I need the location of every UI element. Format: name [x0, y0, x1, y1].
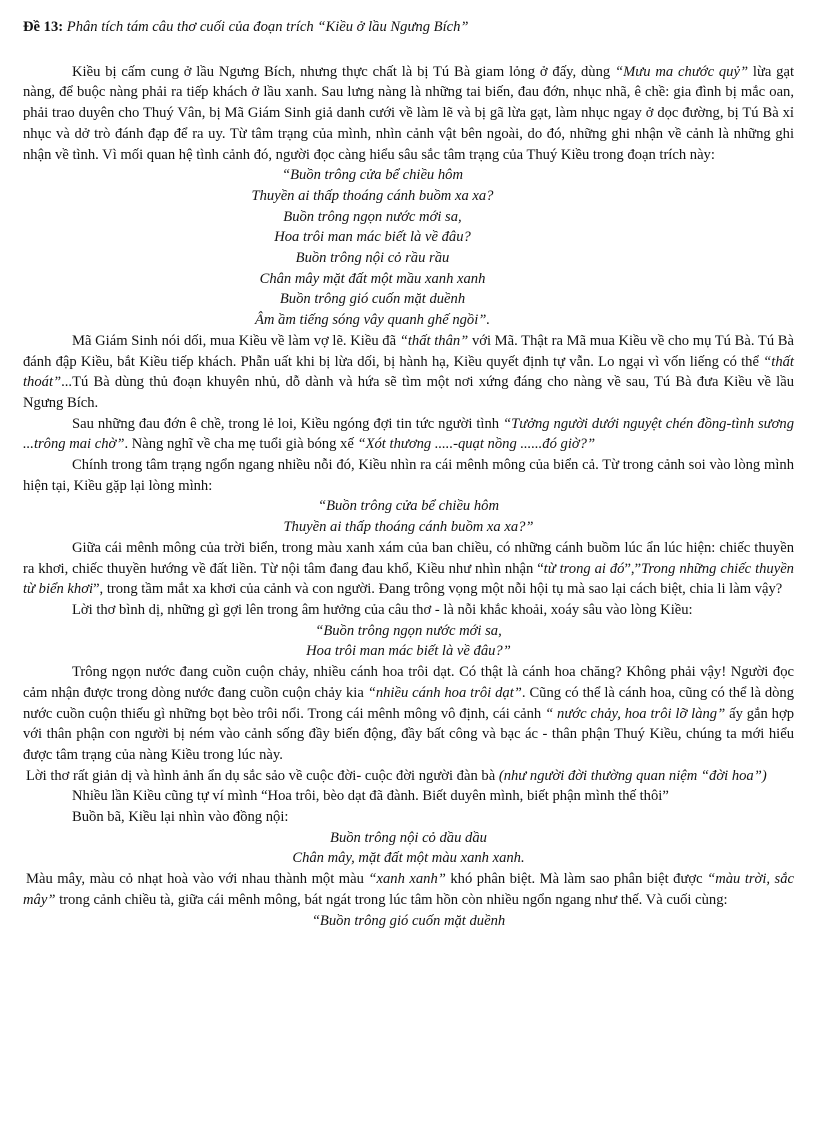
p2-quote-1: “thất thân” [399, 332, 469, 349]
paragraph-6: Lời thơ bình dị, những gì gợi lên trong âm hưởng của câu thơ - là nỗi khắc khoải, xoáy sâu vào lòng Kiều: [72, 601, 693, 618]
p1-text-a: Kiều bị cấm cung ở lầu Ngưng Bích, nhưng thực chất là bị Tú Bà giam lỏng ở đấy, dùng [72, 63, 616, 80]
title-text: Phân tích tám câu thơ cuối của đoạn trích “Kiều ở lầu Ngưng Bích” [66, 19, 469, 35]
p7-quote-2: “ nước chảy, hoa trôi lỡ làng” [545, 705, 726, 722]
verse-2-line-1: “Buồn trông cửa bể chiều hôm [317, 498, 500, 515]
verse-1-line-4: Hoa trôi man mác biết là về đâu? [274, 229, 471, 246]
verse-1-line-1: “Buồn trông cửa bể chiều hôm [281, 167, 464, 184]
verse-block-1 [23, 165, 794, 331]
paragraph-2 [23, 331, 794, 414]
verse-4-line-1: Buồn trông nội cỏ dầu dầu [330, 829, 487, 846]
p1-quote: “Mưu ma chước quỷ” [615, 63, 749, 80]
p11-text-a: Màu mây, màu cỏ nhạt hoà vào với nhau thành một màu [26, 871, 369, 888]
p2-text-a: Mã Giám Sinh nói dối, mua Kiều về làm vợ lẽ. Kiều đã [72, 332, 400, 349]
paragraph-3 [23, 414, 794, 455]
title-label: Đề 13: [23, 19, 64, 35]
verse-2-line-2: Thuyền ai thấp thoáng cánh buồm xa xa?” [283, 519, 534, 536]
p3-text-c: . Nàng nghĩ về cha mẹ tuổi già bóng xế [124, 436, 358, 453]
paragraph-1 [23, 62, 794, 166]
p11-quote-2: “màu trời, sắc mây” [23, 871, 794, 908]
paragraph-5 [23, 538, 794, 600]
p11-quote-1: “xanh xanh” [368, 871, 446, 888]
p8-quote: (như người đời thường quan niệm “đời hoa”) [498, 767, 767, 784]
p3-text-a: Sau những đau đớn ê chề, trong lẻ loi, Kiều ngóng đợi tin tức người tình [72, 415, 504, 432]
p11-text-c: khó phân biệt. Mà làm sao phân biệt được [445, 871, 708, 888]
essay-title [23, 17, 794, 38]
p1-text-c: lừa gạt nàng, để buộc nàng phải ra tiếp khách ở lầu xanh. Sau lưng nàng là những tai biến, đau đớn, nhục nhã, ê chề: gia đình bị mắc oan, phải trao duyên cho Thuý Vân, bị Mã Giám Sinh giả danh cưới về làm lẽ và bị gã lừa gạt, làm nhục ngay ở dọc đường, bị Tú Bà xỉ nhục và dở trò đánh đạp để ra uy. Từ tâm trạng của mình, nhìn cảnh vật bên ngoài, do đó, những ghi nhận về cảnh là những ghi nhận về tình. Vì mối quan hệ tình cảnh đó, người đọc càng hiểu sâu sắc tâm trạng của Thuý Kiều trong đoạn trích này: [23, 63, 795, 163]
verse-1-line-6: Chân mây mặt đất một mầu xanh xanh [259, 270, 486, 287]
verse-block-2 [23, 496, 794, 537]
p2-quote-2: “thất thoát” [23, 353, 794, 391]
p7-quote-1: “nhiều cánh hoa trôi dạt” [367, 684, 522, 701]
paragraph-9: Nhiều lần Kiều cũng tự ví mình “Hoa trôi, bèo dạt đã đành. Biết duyên mình, biết phận mình thế thôi” [72, 788, 669, 805]
verse-3-line-2: Hoa trôi man mác biết là về đâu?” [306, 643, 511, 660]
verse-1-line-2: Thuyền ai thấp thoáng cánh buồm xa xa? [251, 187, 494, 204]
paragraph-4: Chính trong tâm trạng ngổn ngang nhiều nỗi đó, Kiều nhìn ra cái mênh mông của biển cả. Từ trong cảnh soi vào lòng mình hiện tại, Kiều gặp lại lòng mình: [23, 457, 794, 494]
p8-text-a: Lời thơ rất giản dị và hình ảnh ẩn dụ sắc sảo về cuộc đời- cuộc đời người đàn bà [26, 767, 499, 784]
paragraph-10: Buồn bã, Kiều lại nhìn vào đồng nội: [72, 809, 289, 826]
p5-text-a: Giữa cái mênh mông của trời biển, trong màu xanh xám của ban chiều, có những cánh buồm lúc ẩn lúc hiện: chiếc thuyền ra khơi, chiếc thuyền hướng về đất liền. Từ nội tâm đang đau khổ, Kiều như nhìn nhận “ [23, 539, 794, 577]
p7-text-c: . Cũng có thể là cánh hoa, cũng có thể là dòng nước cuồn cuộn thiếu gì những bọt bèo trôi nổi. Trong cái mênh mông vô định, cái cảnh [23, 684, 795, 722]
verse-block-5 [23, 911, 794, 932]
p11-text-e: trong cảnh chiều tà, giữa cái mênh mông, bát ngát trong lúc tâm hồn còn nhiều ngổn ngang như thế. Và cuối cùng: [55, 891, 728, 908]
verse-block-3 [23, 621, 794, 662]
p2-text-c: với Mã. Thật ra Mã mua Kiều về cho mụ Tú Bà. Tú Bà đánh đập Kiều, bắt Kiều tiếp khách. Phẫn uất khi bị lừa dối, bị hành hạ, Kiều quyết định tự vẫn. Lo ngại vì vốn liếng có thể [23, 332, 794, 370]
p2-text-e: ...Tú Bà dùng thủ đoạn khuyên nhủ, dỗ dành và hứa sẽ tìm một nơi xứng đáng cho nàng về sau, Tú Bà đưa Kiều về lầu Ngưng Bích. [23, 374, 794, 411]
p3-quote-2: “Xót thương .....-quạt nồng ......đó giờ?” [357, 436, 596, 453]
paragraph-7 [23, 662, 794, 766]
p5-quote-2: Trong những chiếc thuyền từ biển khơi [23, 560, 794, 598]
p5-text-e: ”, trong tầm mắt xa khơi của cảnh và con người. Đang trông vọng một nỗi hội tụ mà sao lại cách biệt, chia li làm vậy? [93, 581, 783, 598]
p5-quote-1: từ trong ai đó [543, 560, 625, 577]
verse-1-line-8: Âm ầm tiếng sóng vây quanh ghế ngồi”. [254, 312, 491, 329]
verse-4-line-2: Chân mây, mặt đất một màu xanh xanh. [292, 850, 525, 867]
p5-text-c: ”,” [624, 560, 642, 577]
p7-text-e: ấy gắn hợp với thân phận con người bị ném vào cảnh sống đầy biến động, đầy bất công và bạc ác - thân phận Thuý Kiều, chúng ta mới hiểu được tâm trạng của nàng Kiều trong lúc này. [23, 705, 794, 763]
p3-quote-1: “Tưởng người dưới nguyệt chén đồng-tình sương ...trông mai chờ” [23, 415, 794, 453]
verse-1-line-7: Buồn trông gió cuốn mặt duềnh [279, 291, 466, 308]
verse-1-line-3: Buồn trông ngọn nước mới sa, [283, 208, 462, 225]
verse-5-line-1: “Buồn trông gió cuốn mặt duềnh [311, 912, 506, 929]
verse-1-line-5: Buồn trông nội cỏ rầu rầu [295, 250, 450, 267]
paragraph-8 [23, 766, 794, 787]
verse-3-line-1: “Buồn trông ngọn nước mới sa, [315, 622, 502, 639]
p7-text-a: Trông ngọn nước đang cuồn cuộn chảy, nhiều cánh hoa trôi dạt. Có thật là cánh hoa chăng? Không phải vậy! Người đọc cảm nhận được trong dòng nước đang cuồn cuộn chảy kia [23, 664, 794, 701]
paragraph-11 [23, 869, 794, 910]
verse-block-4 [23, 828, 794, 869]
